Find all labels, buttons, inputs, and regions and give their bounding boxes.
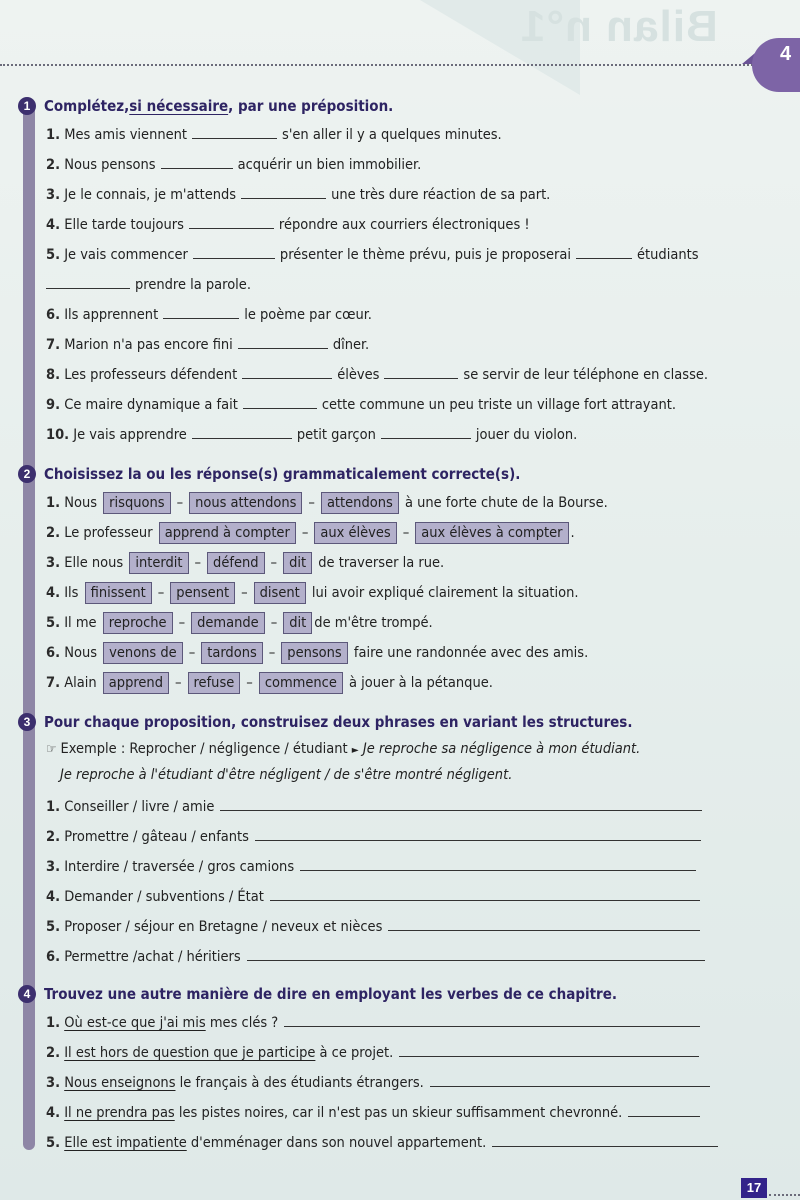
option-box[interactable]: pensons (281, 642, 347, 664)
list-item: 5. Proposer / séjour en Bretagne / neveux et nièces (46, 912, 740, 942)
answer-blank[interactable] (163, 304, 239, 319)
option-box[interactable]: défend (207, 552, 264, 574)
list-item: 4. Elle tarde toujours répondre aux courriers électroniques ! (46, 210, 740, 240)
example-line: ☞ Exemple : Reprocher / négligence / étudiant ► Je reproche sa négligence à mon étudiant. (46, 741, 641, 757)
list-item: 5. Il me reproche – demande – dit de m'être trompé. (46, 608, 740, 638)
exercise-title: 4 Trouvez une autre manière de dire en employant les verbes de ce chapitre. (20, 980, 740, 1008)
answer-blank[interactable] (384, 364, 458, 379)
option-box[interactable]: commence (259, 672, 343, 694)
dotted-divider (769, 1194, 800, 1196)
answer-line[interactable] (388, 916, 700, 931)
option-box[interactable]: refuse (188, 672, 241, 694)
watermark-title: Bilan n°1 (520, 2, 718, 51)
answer-line[interactable] (628, 1102, 700, 1117)
answer-line[interactable] (220, 796, 702, 811)
list-item: 3. Nous enseignons le français à des étudiants étrangers. (46, 1068, 740, 1098)
answer-line[interactable] (399, 1042, 699, 1057)
answer-blank[interactable] (193, 244, 275, 259)
answer-blank[interactable] (46, 274, 130, 289)
answer-blank[interactable] (161, 154, 233, 169)
list-item: 1. Mes amis viennent s'en aller il y a quelques minutes. (46, 120, 740, 150)
answer-line[interactable] (492, 1132, 718, 1147)
exercise-4 (20, 980, 740, 1180)
list-item: 2. Il est hors de question que je participe à ce projet. (46, 1038, 740, 1068)
answer-line[interactable] (300, 856, 696, 871)
exercise-title: 2 Choisissez la ou les réponse(s) grammaticalement correcte(s). (20, 460, 740, 488)
list-item: 2. Le professeur apprend à compter – aux élèves – aux élèves à compter . (46, 518, 740, 548)
arrow-icon: ► (351, 745, 359, 756)
list-item: 6. Nous venons de – tardons – pensons faire une randonnée avec des amis. (46, 638, 740, 668)
list-item: 10. Je vais apprendre petit garçon jouer du violon. (46, 420, 740, 450)
answer-line[interactable] (255, 826, 701, 841)
chapter-tab (752, 38, 800, 92)
option-box[interactable]: tardons (201, 642, 263, 664)
exercise-title: 3 Pour chaque proposition, construisez deux phrases en variant les structures. (20, 708, 740, 736)
emphasis-underlined: si nécessaire (129, 97, 229, 115)
list-item: 7. Marion n'a pas encore fini dîner. (46, 330, 740, 360)
list-item: 8. Les professeurs défendent élèves se servir de leur téléphone en classe. (46, 360, 740, 390)
option-box[interactable]: dit (283, 612, 312, 634)
option-box[interactable]: pensent (170, 582, 235, 604)
page-number: 17 (741, 1178, 767, 1198)
dotted-divider (0, 64, 760, 66)
answer-line[interactable] (270, 886, 700, 901)
exercise-1 (20, 92, 740, 460)
worksheet (20, 92, 740, 1180)
list-item: 6. Ils apprennent le poème par cœur. (46, 300, 740, 330)
list-item-continuation: prendre la parole. (46, 270, 740, 300)
list-item: 3. Interdire / traversée / gros camions (46, 852, 740, 882)
list-item: 3. Elle nous interdit – défend – dit de traverser la rue. (46, 548, 740, 578)
option-box[interactable]: finissent (85, 582, 152, 604)
answer-blank[interactable] (243, 394, 317, 409)
option-box[interactable]: interdit (129, 552, 188, 574)
list-item: 4. Demander / subventions / État (46, 882, 740, 912)
list-item: 1. Où est-ce que j'ai mis mes clés ? (46, 1008, 740, 1038)
option-box[interactable]: reproche (103, 612, 173, 634)
list-item: 3. Je le connais, je m'attends une très dure réaction de sa part. (46, 180, 740, 210)
exercise-number-badge: 2 (18, 465, 36, 483)
chapter-number: 4 (780, 43, 792, 65)
option-box[interactable]: disent (254, 582, 306, 604)
exercise-number-badge: 1 (18, 97, 36, 115)
option-box[interactable]: dit (283, 552, 312, 574)
list-item: 5. Je vais commencer présenter le thème prévu, puis je proposerai étudiants (46, 240, 740, 270)
answer-blank[interactable] (238, 334, 328, 349)
answer-blank[interactable] (241, 184, 326, 199)
exercise-title: 1 Complétez, si nécessaire , par une préposition. (20, 92, 740, 120)
option-box[interactable]: demande (191, 612, 265, 634)
option-box[interactable]: aux élèves à compter (415, 522, 568, 544)
option-box[interactable]: apprend à compter (159, 522, 296, 544)
answer-blank[interactable] (576, 244, 632, 259)
list-item: 2. Promettre / gâteau / enfants (46, 822, 740, 852)
answer-line[interactable] (284, 1012, 700, 1027)
list-item: 6. Permettre /achat / héritiers (46, 942, 740, 972)
answer-blank[interactable] (192, 424, 292, 439)
exercise-number-badge: 3 (18, 713, 36, 731)
answer-line[interactable] (430, 1072, 710, 1087)
list-item: 1. Nous risquons – nous attendons – attendons à une forte chute de la Bourse. (46, 488, 740, 518)
option-box[interactable]: attendons (321, 492, 399, 514)
answer-blank[interactable] (189, 214, 274, 229)
list-item: 1. Conseiller / livre / amie (46, 792, 740, 822)
option-box[interactable]: aux élèves (314, 522, 396, 544)
example-line: Je reproche à l'étudiant d'être négligent / de s'être montré négligent. (60, 767, 513, 783)
list-item: 2. Nous pensons acquérir un bien immobilier. (46, 150, 740, 180)
exercise-3 (20, 708, 740, 980)
pointing-hand-icon: ☞ (46, 742, 57, 757)
list-item: 5. Elle est impatiente d'emménager dans son nouvel appartement. (46, 1128, 740, 1158)
option-box[interactable]: risquons (103, 492, 170, 514)
option-box[interactable]: venons de (103, 642, 183, 664)
answer-blank[interactable] (192, 124, 277, 139)
list-item: 4. Ils finissent – pensent – disent lui avoir expliqué clairement la situation. (46, 578, 740, 608)
answer-line[interactable] (247, 946, 705, 961)
answer-blank[interactable] (242, 364, 332, 379)
option-box[interactable]: nous attendons (189, 492, 302, 514)
exercise-2 (20, 460, 740, 708)
list-item: 4. Il ne prendra pas les pistes noires, car il n'est pas un skieur suffisamment chevronné. (46, 1098, 740, 1128)
exercise-number-badge: 4 (18, 985, 36, 1003)
option-box[interactable]: apprend (103, 672, 169, 694)
list-item: 7. Alain apprend – refuse – commence à jouer à la pétanque. (46, 668, 740, 698)
answer-blank[interactable] (381, 424, 471, 439)
list-item: 9. Ce maire dynamique a fait cette commune un peu triste un village fort attrayant. (46, 390, 740, 420)
